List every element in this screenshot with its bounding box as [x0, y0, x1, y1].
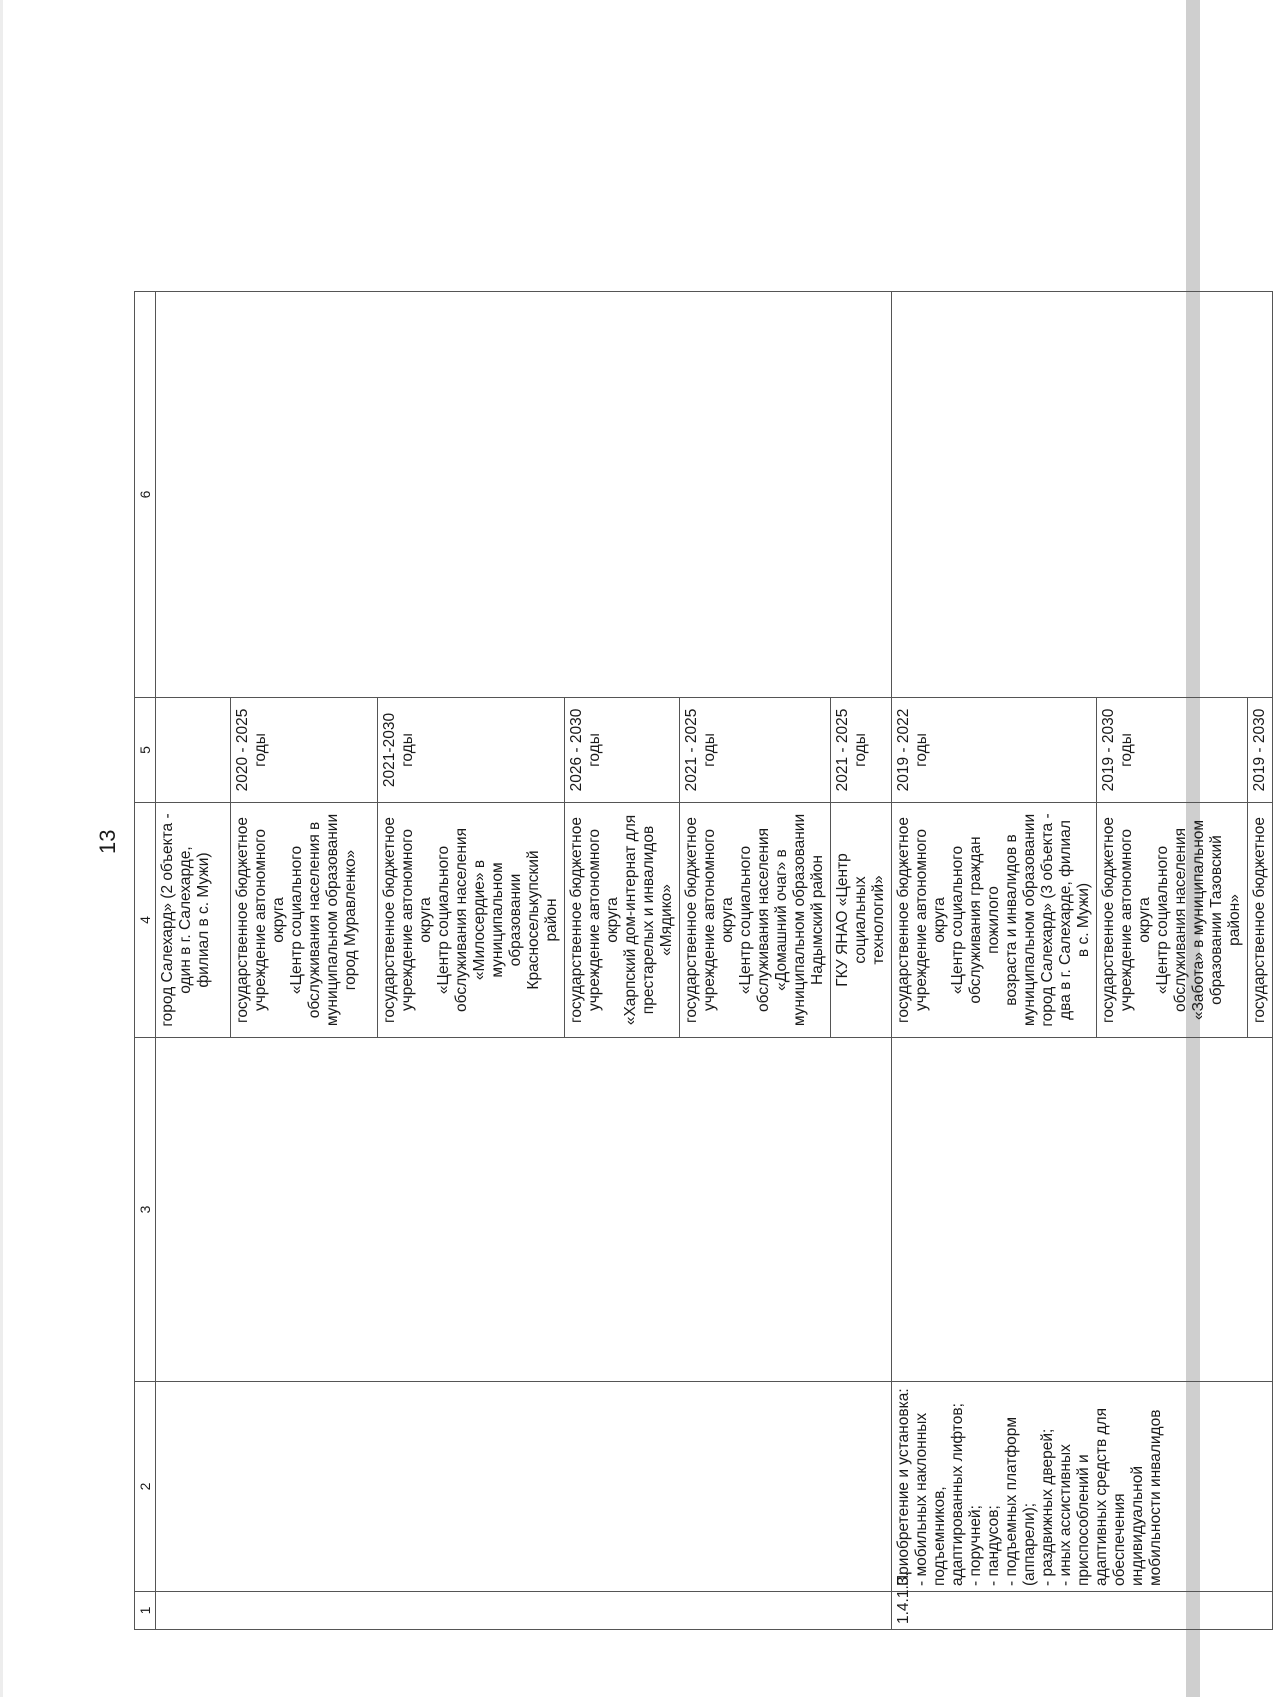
cell-period: [156, 698, 231, 803]
cell-col6-block1: [156, 292, 892, 698]
header-col-6: 6: [135, 292, 156, 698]
cell-institution: государственное бюджетное: [1248, 803, 1273, 1038]
cell-institution: государственное бюджетное учреждение автономного округа «Центр социального обслуживания населения «Милосердие» в муниципальном образовании Красноселькупский район: [378, 803, 565, 1038]
cell-institution: государственное бюджетное учреждение автономного округа «Центр социального обслуживания населения в муниципальном образовании город Муравленко»: [231, 803, 378, 1038]
page-number: 13: [95, 829, 120, 854]
scan-left-edge: [0, 0, 3, 1697]
measures-table: [134, 291, 1273, 1630]
rotated-table-container: [134, 292, 1268, 1630]
header-col-2: 2: [135, 1382, 156, 1592]
cell-period: 2021 - 2025 годы: [680, 698, 831, 803]
cell-period: 2021-2030 годы: [378, 698, 565, 803]
cell-col2-block1: [156, 1382, 892, 1592]
header-col-5: 5: [135, 698, 156, 803]
cell-period: 2026 - 2030 годы: [565, 698, 680, 803]
table-row: [892, 292, 1097, 1630]
cell-period: 2020 - 2025 годы: [231, 698, 378, 803]
cell-col3-block1: [156, 1038, 892, 1382]
cell-col3-block2: [892, 1038, 1273, 1382]
cell-institution: город Салехард» (2 объекта - один в г. Салехарде, филиал в с. Мужи): [156, 803, 231, 1038]
cell-period: 2019 - 2030 годы: [1097, 698, 1248, 803]
cell-institution: ГКУ ЯНАО «Центр социальных технологий»: [831, 803, 892, 1038]
cell-institution: государственное бюджетное учреждение автономного округа «Харпский дом-интернат для престарелых и инвалидов «Мядико»: [565, 803, 680, 1038]
cell-col6-block2: [892, 292, 1273, 698]
cell-period: 2019 - 2030: [1248, 698, 1273, 803]
table-row: [156, 292, 231, 1630]
cell-institution: государственное бюджетное учреждение автономного округа «Центр социального обслуживания граждан пожилого возраста и инвалидов в муниципальном образовании город Салехард» (3 объекта - два в г. Салехарде, филиал в с. Мужи): [892, 803, 1097, 1038]
cell-measure-description: Приобретение и установка: - мобильных наклонных подъемников, адаптированных лифтов; - поручней; - пандусов; - подъемных платформ (аппарели); - раздвижных дверей; - иных ассистивных приспособлений и адаптивных средств для обеспечения индивидуальной мобильности инвалидов: [892, 1382, 1273, 1592]
cell-institution: государственное бюджетное учреждение автономного округа «Центр социального обслуживания населения «Забота» в муниципальном образовании Тазовский район»: [1097, 803, 1248, 1038]
header-col-1: 1: [135, 1592, 156, 1630]
header-row: [135, 292, 156, 1630]
cell-institution: государственное бюджетное учреждение автономного округа «Центр социального обслуживания населения «Домашний очаг» в муниципальном образовании Надымский район: [680, 803, 831, 1038]
cell-col1-block1: [156, 1592, 892, 1630]
cell-item-number: 1.4.1.3.: [892, 1592, 1273, 1630]
header-col-4: 4: [135, 803, 156, 1038]
header-col-3: 3: [135, 1038, 156, 1382]
cell-period: 2019 - 2022 годы: [892, 698, 1097, 803]
cell-period: 2021 - 2025 годы: [831, 698, 892, 803]
